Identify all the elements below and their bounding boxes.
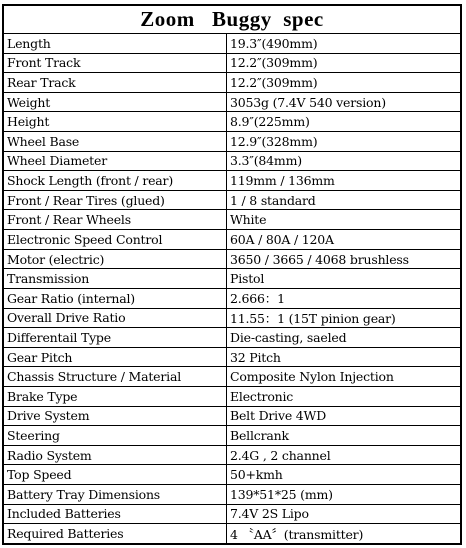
spec-label: Differentail Type bbox=[4, 328, 227, 347]
spec-value: White bbox=[230, 212, 267, 228]
spec-value: Composite Nylon Injection bbox=[230, 369, 394, 385]
spec-value: 3.3″(84mm) bbox=[230, 153, 302, 169]
spec-row-motor bbox=[4, 250, 460, 270]
spec-row-tires bbox=[4, 191, 460, 211]
spec-label: Rear Track bbox=[4, 73, 227, 92]
spec-label: Overall Drive Ratio bbox=[4, 309, 227, 328]
spec-value: 7.4V 2S Lipo bbox=[230, 506, 309, 522]
spec-value: 8.9″(225mm) bbox=[230, 114, 310, 130]
spec-row-rear-track bbox=[4, 73, 460, 93]
spec-row-transmission bbox=[4, 269, 460, 289]
spec-label: Length bbox=[4, 34, 227, 53]
spec-label: Brake Type bbox=[4, 387, 227, 406]
spec-row-front-track bbox=[4, 54, 460, 74]
spec-row-differential bbox=[4, 328, 460, 348]
spec-row-brake-type bbox=[4, 387, 460, 407]
spec-label: Shock Length (front / rear) bbox=[4, 171, 227, 190]
spec-row-gear-pitch bbox=[4, 348, 460, 368]
spec-value: 2.4G , 2 channel bbox=[230, 447, 331, 463]
spec-value: Bellcrank bbox=[230, 427, 289, 443]
spec-value: Pistol bbox=[230, 271, 265, 287]
spec-row-wheels bbox=[4, 210, 460, 230]
spec-value: Die-casting, saeled bbox=[230, 329, 347, 345]
spec-label: Wheel Diameter bbox=[4, 152, 227, 171]
spec-label: Motor (electric) bbox=[4, 250, 227, 269]
spec-value: 3650 / 3665 / 4068 brushless bbox=[230, 251, 409, 267]
spec-row-esc bbox=[4, 230, 460, 250]
spec-row-shock-length bbox=[4, 171, 460, 191]
spec-value: Belt Drive 4WD bbox=[230, 408, 327, 424]
spec-value: 12.2″(309mm) bbox=[230, 75, 318, 91]
spec-row-required-batteries bbox=[4, 524, 460, 543]
spec-label: Steering bbox=[4, 426, 227, 445]
spec-row-chassis bbox=[4, 367, 460, 387]
spec-label: Gear Pitch bbox=[4, 348, 227, 367]
spec-value: 19.3″(490mm) bbox=[230, 35, 318, 51]
spec-value: 1 / 8 standard bbox=[230, 192, 316, 208]
spec-label: Electronic Speed Control bbox=[4, 230, 227, 249]
spec-label: Front / Rear Wheels bbox=[4, 210, 227, 229]
spec-value: 12.9″(328mm) bbox=[230, 133, 318, 149]
spec-row-wheel-base bbox=[4, 132, 460, 152]
spec-value: 32 Pitch bbox=[230, 349, 281, 365]
spec-label: Front / Rear Tires (glued) bbox=[4, 191, 227, 210]
spec-label: Gear Ratio (internal) bbox=[4, 289, 227, 308]
spec-label: Wheel Base bbox=[4, 132, 227, 151]
spec-value: 11.55：1 (15T pinion gear) bbox=[230, 310, 396, 326]
spec-label: Front Track bbox=[4, 54, 227, 73]
spec-row-radio-system bbox=[4, 446, 460, 466]
spec-value: 119mm / 136mm bbox=[230, 173, 335, 189]
spec-value: 12.2″(309mm) bbox=[230, 55, 318, 71]
spec-label: Radio System bbox=[4, 446, 227, 465]
spec-row-top-speed bbox=[4, 465, 460, 485]
spec-row-battery-tray bbox=[4, 485, 460, 505]
spec-sheet bbox=[2, 4, 462, 545]
spec-value: 50+kmh bbox=[230, 467, 283, 483]
spec-label: Top Speed bbox=[4, 465, 227, 484]
spec-row-gear-ratio bbox=[4, 289, 460, 309]
spec-label: Required Batteries bbox=[4, 524, 227, 543]
spec-row-wheel-diameter bbox=[4, 152, 460, 172]
spec-label: Transmission bbox=[4, 269, 227, 288]
spec-row-height bbox=[4, 112, 460, 132]
spec-value: 139*51*25 (mm) bbox=[230, 486, 333, 502]
spec-label: Included Batteries bbox=[4, 505, 227, 524]
spec-row-drive-system bbox=[4, 407, 460, 427]
spec-label: Height bbox=[4, 112, 227, 131]
spec-table bbox=[4, 34, 460, 543]
spec-label: Weight bbox=[4, 93, 227, 112]
spec-row-overall-drive-ratio bbox=[4, 309, 460, 329]
spec-value: 4 〝AA〞(transmitter) bbox=[230, 526, 364, 542]
spec-value: 60A / 80A / 120A bbox=[230, 231, 334, 247]
spec-row-included-batteries bbox=[4, 505, 460, 525]
spec-row-weight bbox=[4, 93, 460, 113]
spec-title: Zoom Buggy spec bbox=[4, 6, 460, 34]
spec-row-steering bbox=[4, 426, 460, 446]
spec-value: 3053g (7.4V 540 version) bbox=[230, 94, 386, 110]
spec-value: Electronic bbox=[230, 388, 294, 404]
spec-row-length bbox=[4, 34, 460, 54]
spec-label: Chassis Structure / Material bbox=[4, 367, 227, 386]
spec-label: Drive System bbox=[4, 407, 227, 426]
spec-label: Battery Tray Dimensions bbox=[4, 485, 227, 504]
spec-value: 2.666：1 bbox=[230, 291, 285, 307]
